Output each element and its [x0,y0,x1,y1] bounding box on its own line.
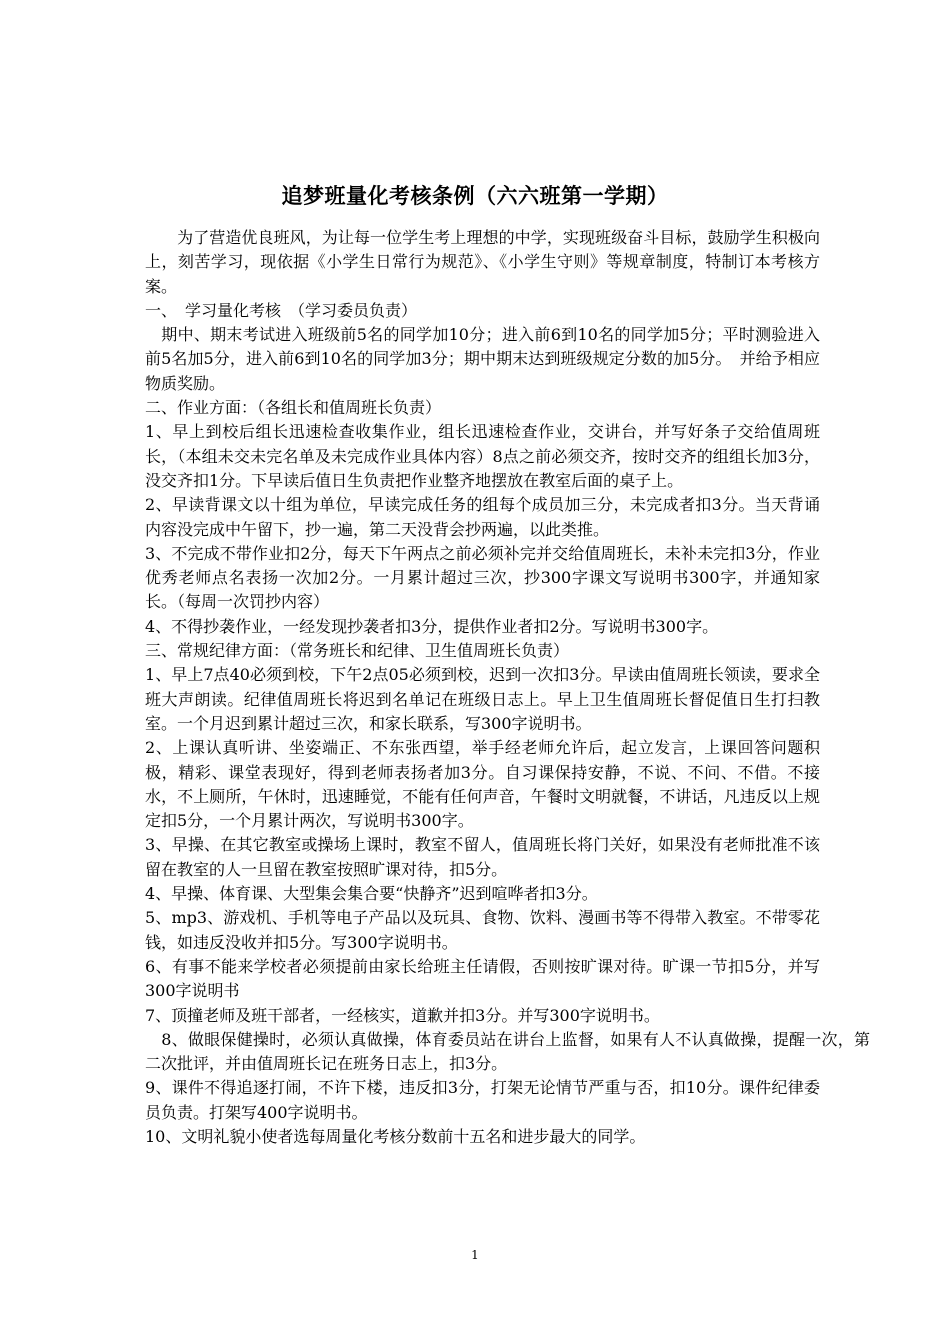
paragraph-discipline-5: 5、mp3、游戏机、手机等电子产品以及玩具、食物、饮料、漫画书等不得带入教室。不带零花钱，如违反没收并扣5分。写300字说明书。 [145,908,820,952]
document-body [145,226,870,1149]
paragraph-discipline-7: 7、顶撞老师及班干部者，一经核实，道歉并扣3分。并写300字说明书。 [145,1005,660,1025]
paragraph-discipline-3: 3、早操、在其它教室或操场上课时，教室不留人，值周班长将门关好，如果没有老师批准不该留在教室的人一旦留在教室按照旷课对待，扣5分。 [145,835,820,879]
section-heading-discipline: 三、常规纪律方面：（常务班长和纪律、卫生值周班长负责） [145,641,570,661]
paragraph-homework-1: 1、早上到校后组长迅速检查收集作业，组长迅速检查作业，交讲台，并写好条子交给值周班长，（本组未交未完名单及未完成作业具体内容）8点之前必须交齐，按时交齐的组组长加3分，没交齐扣1分。下早读后值日生负责把作业整齐地摆放在教室后面的桌子上。 [145,422,820,490]
paragraph-discipline-10: 10、文明礼貌小使者选每周量化考核分数前十五名和进步最大的同学。 [145,1126,646,1146]
paragraph-homework-4: 4、不得抄袭作业，一经发现抄袭者扣3分，提供作业者扣2分。写说明书300字。 [145,616,719,636]
page-number: 1 [471,1248,479,1262]
paragraph-homework-2: 2、早读背课文以十组为单位，早读完成任务的组每个成员加三分，未完成者扣3分。当天背诵内容没完成中午留下，抄一遍，第二天没背会抄两遍，以此类推。 [145,495,820,539]
section-heading-study: 一、 学习量化考核 （学习委员负责） [145,300,418,320]
paragraph-discipline-1: 1、早上7点40必须到校，下午2点05必须到校，迟到一次扣3分。早读由值周班长领读，要求全班大声朗读。纪律值周班长将迟到名单记在班级日志上。早上卫生值周班长督促值日生打扫教室。一个月迟到累计超过三次，和家长联系，写300字说明书。 [145,665,820,733]
paragraph-intro: 为了营造优良班风，为让每一位学生考上理想的中学，实现班级奋斗目标，鼓励学生积极向上，刻苦学习，现依据《小学生日常行为规范》、《小学生守则》等规章制度，特制订本考核方案。 [145,228,820,296]
paragraph-discipline-4: 4、早操、体育课、大型集会集合要“快静齐”迟到喧哗者扣3分。 [145,884,598,904]
paragraph-discipline-9: 9、课件不得追逐打闹，不许下楼，违反扣3分，打架无论情节严重与否，扣10分。课件纪律委员负责。打架写400字说明书。 [145,1078,820,1122]
document-title: 追梦班量化考核条例（六六班第一学期） [281,183,669,208]
paragraph-discipline-6: 6、有事不能来学校者必须提前由家长给班主任请假，否则按旷课对待。旷课一节扣5分，并写300字说明书 [145,956,820,1001]
section-heading-homework: 二、作业方面：（各组长和值周班长负责） [145,398,442,418]
paragraph-discipline-2: 2、上课认真听讲、坐姿端正、不东张西望，举手经老师允许后，起立发言，上课回答问题积极，精彩、课堂表现好，得到老师表扬者加3分。自习课保持安静，不说、不问、不借。不接水，不上厕所，午休时，迅速睡觉，不能有任何声音，午餐时文明就餐，不讲话，凡违反以上规定扣5分，一个月累计两次，写说明书300字。 [145,738,820,831]
paragraph-homework-3: 3、不完成不带作业扣2分，每天下午两点之前必须补完并交给值周班长，未补未完扣3分，作业优秀老师点名表扬一次加2分。一月累计超过三次，抄300字课文写说明书300字，并通知家长。（每周一次罚抄内容） [145,543,820,612]
paragraph-study-rules: 期中、期末考试进入班级前5名的同学加10分；进入前6到10名的同学加5分；平时测验进入前5名加5分，进入前6到10名的同学加3分；期中期末达到班级规定分数的加5分。 并给予相应物质奖励。 [145,325,820,393]
paragraph-discipline-8: 8、做眼保健操时，必须认真做操，体育委员站在讲台上监督，如果有人不认真做操，提醒一次，第二次批评，并由值周班长记在班务日志上，扣3分。 [145,1029,870,1074]
